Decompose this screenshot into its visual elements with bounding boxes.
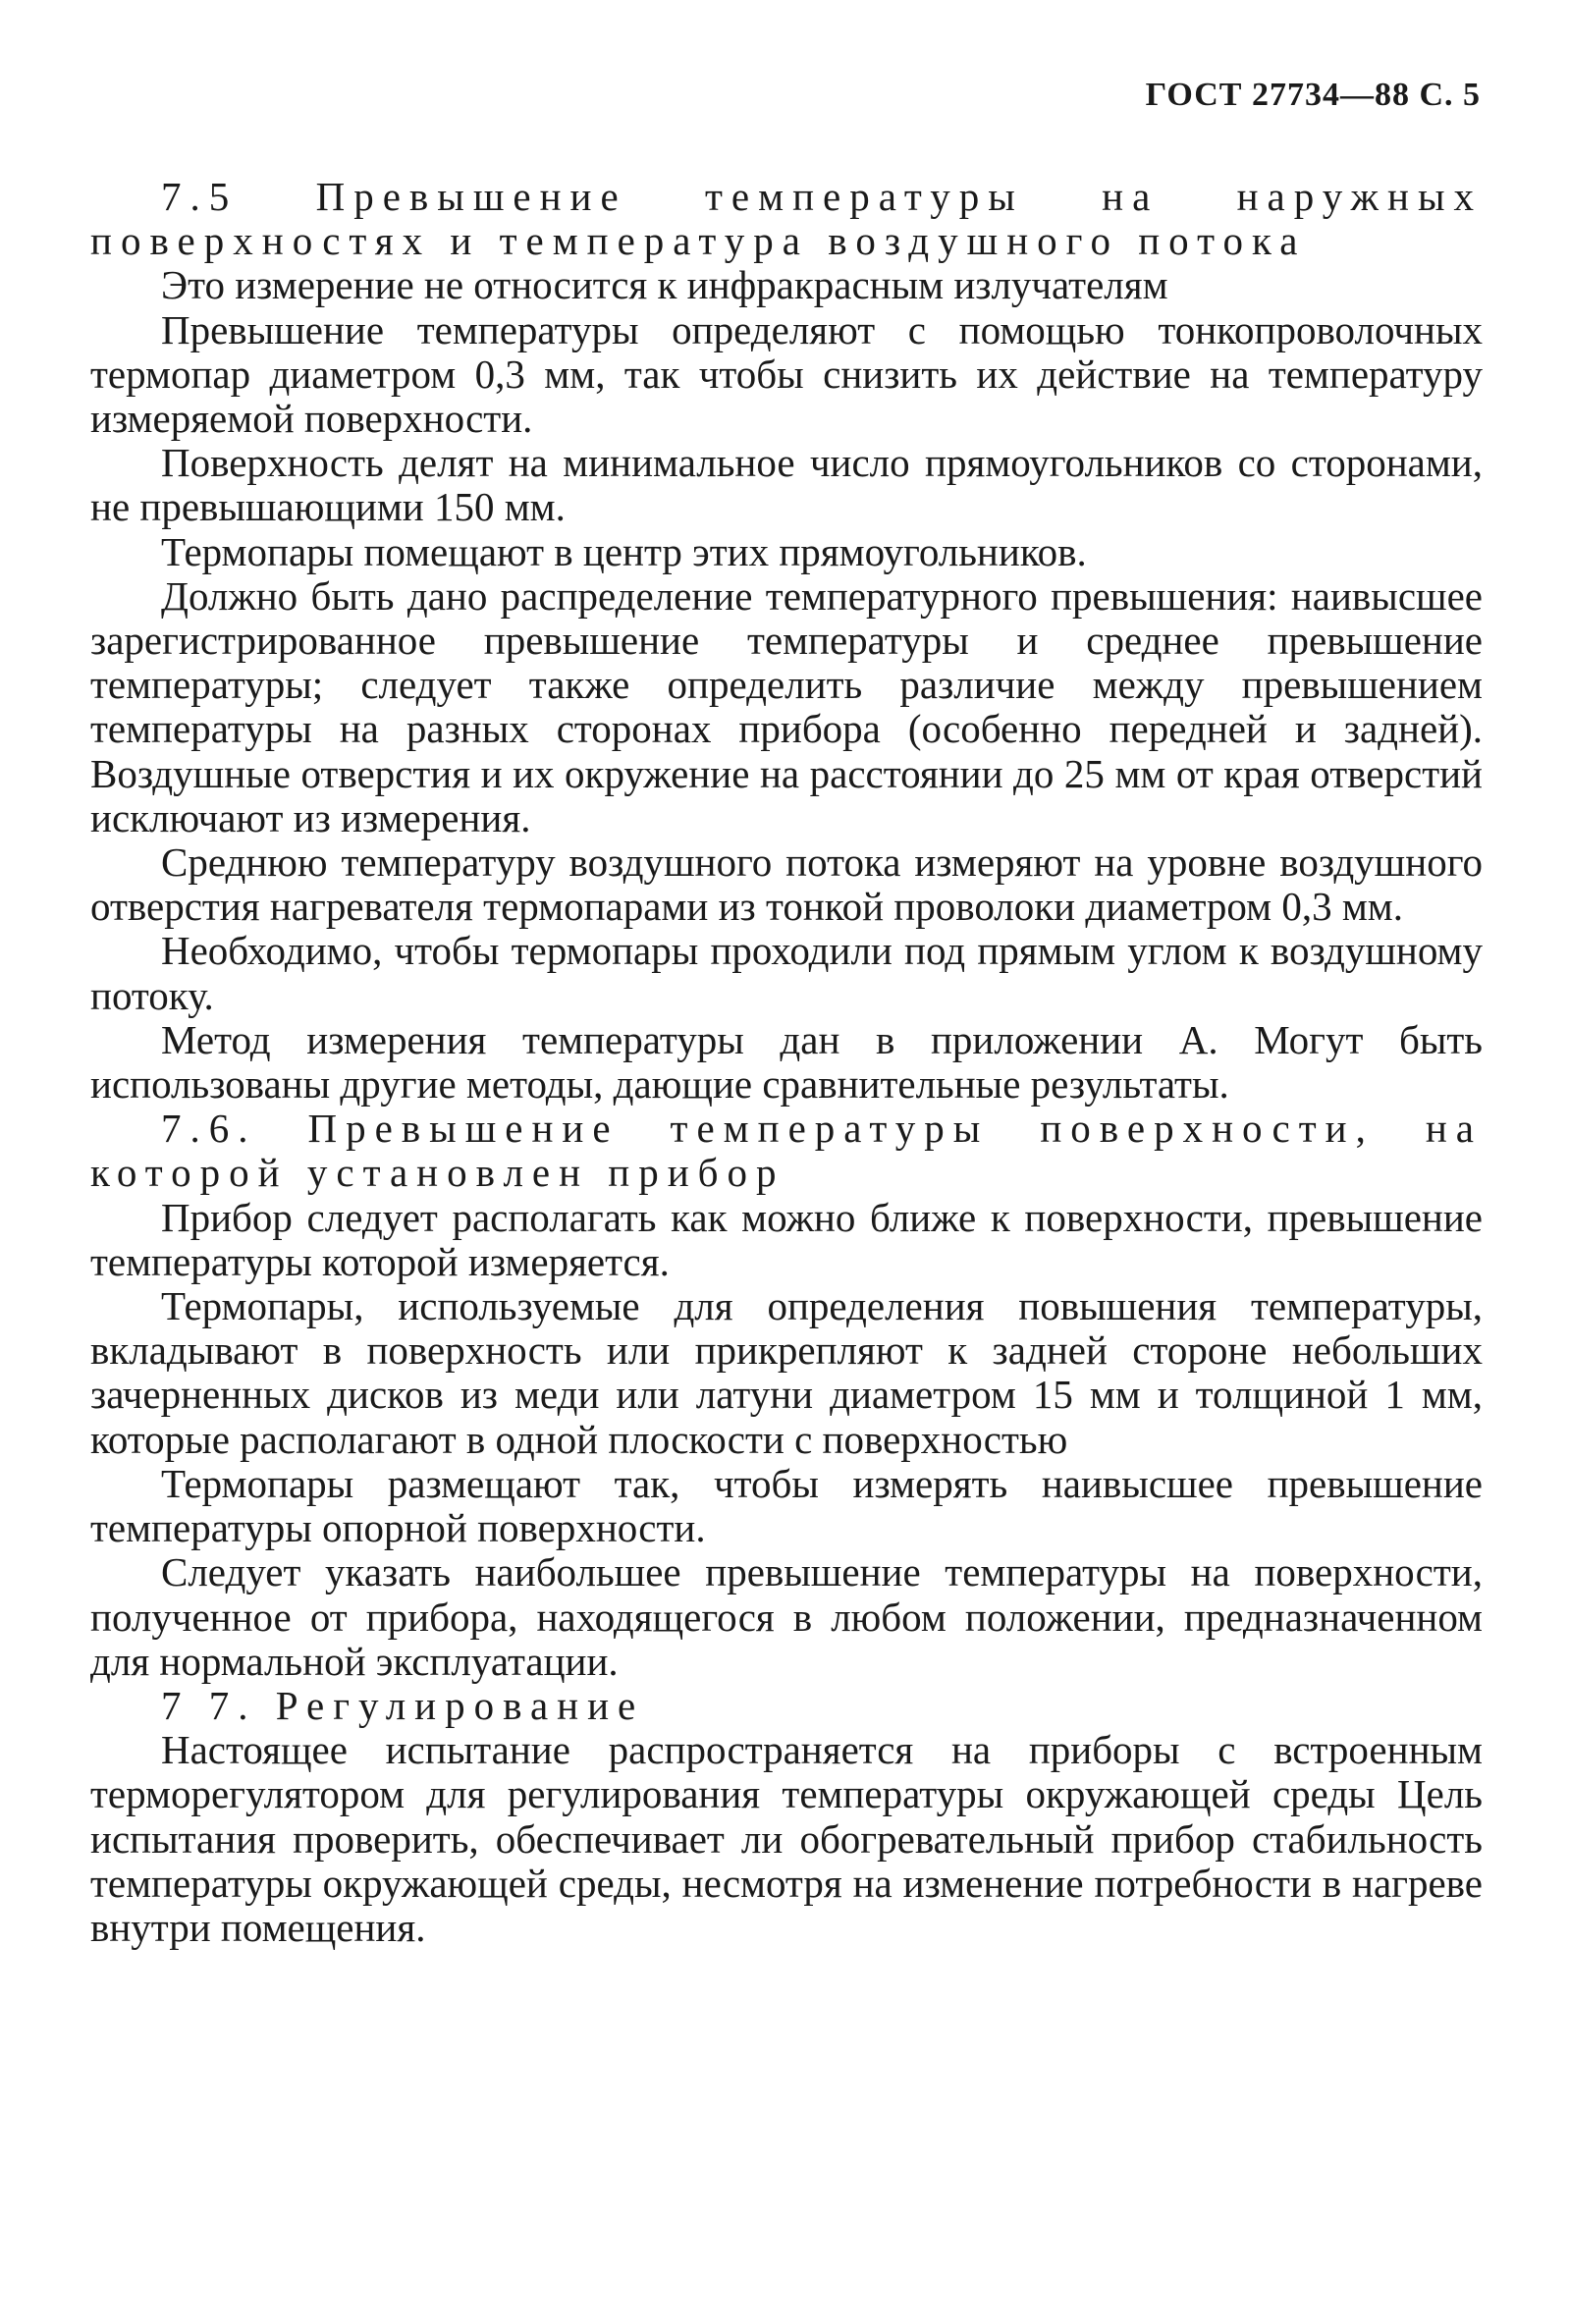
paragraph: Поверхность делят на минимальное число прямоугольников со сторонами, не превышающими 150 мм. xyxy=(90,440,1483,530)
paragraph: Необходимо, чтобы термопары проходили под прямым углом к воздушному потоку. xyxy=(90,928,1483,1018)
section-heading-7-5: 7.5 Превышение температуры на наружных поверхностях и температура воздушного потока xyxy=(90,174,1483,264)
paragraph: Настоящее испытание распространяется на приборы с встроенным терморегулятором для регулирования температуры окружающей среды Цель испытания проверить, обеспечивает ли обогревательный прибор стабильность температуры окружающей среды, несмотря на изменение потребности в нагреве внутри помещения. xyxy=(90,1727,1483,1950)
paragraph: Термопары помещают в центр этих прямоугольников. xyxy=(161,528,1087,574)
paragraph: Должно быть дано распределение температурного превышения: наивысшее зарегистрированное превышение температуры и среднее превышение температуры; следует также определить различие между превышением температуры на разных сторонах прибора (особенно передней и задней). Воздушные отверстия и их окружение на расстоянии до 25 мм от края отверстий исключают из измерения. xyxy=(90,572,1483,840)
section-heading-7-6: 7.6. Превышение температуры поверхности, на которой установлен прибор xyxy=(90,1106,1483,1196)
paragraph: Превышение температуры определяют с помощью тонкопроволочных термопар диаметром 0,3 мм, так чтобы снизить их действие на температуру измеряемой поверхности. xyxy=(90,306,1483,442)
paragraph: Термопары размещают так, чтобы измерять наивысшее превышение температуры опорной поверхности. xyxy=(90,1460,1483,1551)
page-content xyxy=(90,175,1483,1950)
paragraph: Следует указать наибольшее превышение температуры на поверхности, полученное от прибора, находящегося в любом положении, предназначенном для нормальной эксплуатации. xyxy=(90,1549,1483,1684)
page-header: ГОСТ 27734—88 С. 5 xyxy=(1145,77,1481,113)
paragraph: Термопары, используемые для определения повышения температуры, вкладывают в поверхность или прикрепляют к задней стороне небольших зачерненных дисков из меди или латуни диаметром 15 мм и толщиной 1 мм, которые располагают в одной плоскости с поверхностью xyxy=(90,1283,1483,1462)
section-heading-7-7: 7 7. Регулирование xyxy=(161,1682,645,1728)
paragraph: Среднюю температуру воздушного потока измеряют на уровне воздушного отверстия нагревателя термопарами из тонкой проволоки диаметром 0,3 мм. xyxy=(90,839,1483,930)
paragraph: Прибор следует располагать как можно ближе к поверхности, превышение температуры которой измеряется. xyxy=(90,1194,1483,1284)
paragraph: Метод измерения температуры дан в приложении А. Могут быть использованы другие методы, дающие сравнительные результаты. xyxy=(90,1016,1483,1108)
paragraph: Это измерение не относится к инфракрасным излучателям xyxy=(161,262,1168,308)
